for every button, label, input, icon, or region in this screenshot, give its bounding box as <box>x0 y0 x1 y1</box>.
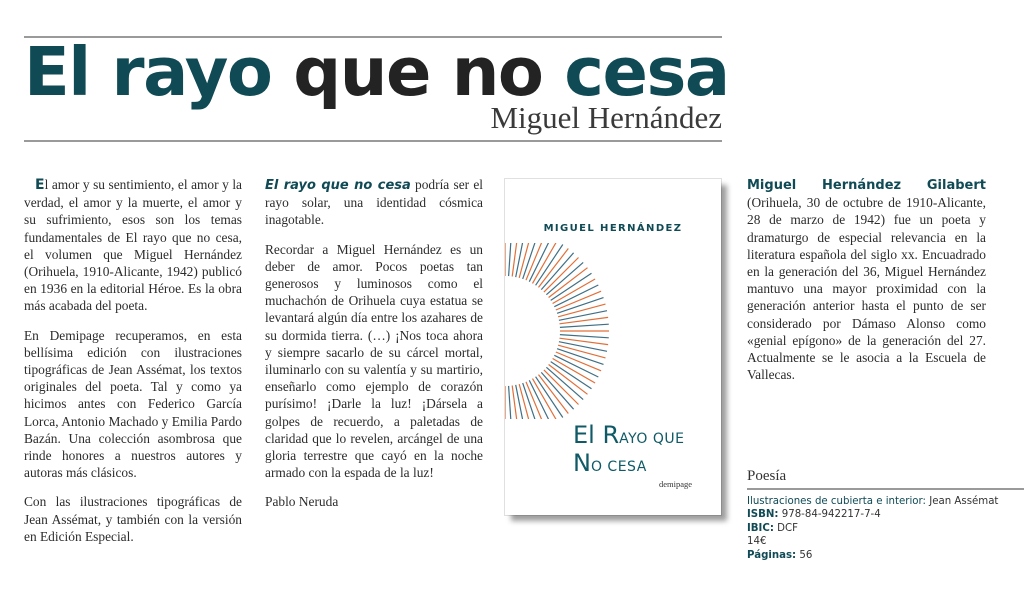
sunburst-ray <box>536 377 563 418</box>
sunburst-ray <box>536 245 563 286</box>
sunburst-ray <box>523 383 539 419</box>
illustrations-row: Ilustraciones de cubierta e interior: Jean Assémat <box>747 496 999 507</box>
sunburst-ray <box>553 359 596 384</box>
special-edition-paragraph: Con las ilustraciones tipográficas de Jean Assémat, y también con la versión en Edición Especial. <box>24 494 242 544</box>
column-3 <box>747 176 986 395</box>
cover-publisher-logo: demipage <box>659 479 693 489</box>
sunburst-ray <box>546 262 583 294</box>
intro-paragraph: El amor y su sentimiento, el amor y la verdad, el amor y la muerte, el amor y su sufrimiento, esos son los temas fundamentales de El rayo que no cesa, el volumen que Miguel Hernández (Orihuela, 1910-Alicante, 1942) publicó en 1936 en la editorial Héroe. Es la obra más acabada del poeta. <box>24 177 242 314</box>
ibic-row: IBIC: DCF <box>747 522 798 534</box>
column-1 <box>24 176 242 557</box>
sunburst-ray <box>560 335 609 338</box>
column-2 <box>265 176 483 523</box>
sunburst-ray <box>512 243 518 277</box>
author-bio: Miguel Hernández Gilabert (Orihuela, 30 de octubre de 1910-Alicante, 28 de marzo de 1942) fue un poeta y dramaturgo de especial relevancia en la literatura española del siglo xx. Encuadrado en la generación del 36, Miguel Hernández mantuvo una mayor proximidad con la generación anterior hasta el punto de ser considerado por Dámaso Alonso como «genial epígono» de la generación del 27. Actualmente se le asocia a la Escuela de Vallecas. <box>747 178 986 383</box>
cover-sunburst-illustration <box>505 243 721 419</box>
header-bottom-rule <box>24 140 722 142</box>
sunburst-ray <box>509 386 512 419</box>
sunburst-ray <box>541 372 573 409</box>
edition-paragraph: En Demipage recuperamos, en esta bellísima edición con ilustraciones tipográficas de Jean Assémat, los textos originales del poeta. Tal y como ya hicimos antes con Federico García Lorca, Antonio Machado y Emilia Pardo Bazán. Una colección asombrosa que rinde honores a nuestros autores y autoras más clásicos. <box>24 327 242 481</box>
drop-cap: E <box>35 177 45 193</box>
sunburst-ray <box>560 324 609 327</box>
pages-row: Páginas: 56 <box>747 549 813 561</box>
author-name: Miguel Hernández <box>490 100 722 135</box>
cover-title: El RAYO QUE NO CESA <box>573 421 685 477</box>
sunburst-ray <box>541 253 573 290</box>
inline-book-title: El rayo que no cesa <box>265 178 411 193</box>
cover-author: MIGUEL HERNÁNDEZ <box>543 223 683 234</box>
sunburst-ray <box>553 279 596 304</box>
sunburst-ray <box>544 258 579 293</box>
rayo-paragraph: El rayo que no cesa podría ser el rayo solar, una identidad cósmica inagotable. <box>265 177 483 228</box>
sunburst-ray <box>512 386 518 420</box>
sunburst-ray <box>551 362 592 389</box>
neruda-quote: Recordar a Miguel Hernández es un deber de amor. Pocos poetas tan generosos y luminosos como el muchachón de Orihuela cuya estatua se levantará algún día entre los azahares de su dormida tierra. (…) ¡Nos toca ahora y siempre sacarlo de su cárcel mortal, iluminarlo con su valentía y su martirio, enseñarlo como ejemplo de corazón purísimo! ¡Darle la luz! ¡Dársela a golpes de recuerdo, a paletadas de claridad que lo revelen, arcángel de una gloria terrestre que cayó en la noche armado con la espada de la luz! <box>265 241 483 481</box>
sunburst-ray <box>523 243 539 279</box>
category-label: Poesía <box>747 468 787 484</box>
sunburst-ray <box>544 370 579 405</box>
book-cover <box>505 179 721 515</box>
info-rule <box>747 488 1024 490</box>
author-full-name: Miguel Hernández Gilabert <box>747 178 986 193</box>
isbn-row: ISBN: 978-84-942217-7-4 <box>747 509 881 521</box>
sunburst-ray <box>546 367 583 399</box>
sunburst-ray <box>509 243 512 276</box>
price-row: 14€ <box>747 536 767 548</box>
book-details <box>747 495 998 562</box>
page-title: El rayo que no cesa <box>24 33 729 111</box>
quote-signature: Pablo Neruda <box>265 494 339 510</box>
sunburst-ray <box>551 273 592 300</box>
